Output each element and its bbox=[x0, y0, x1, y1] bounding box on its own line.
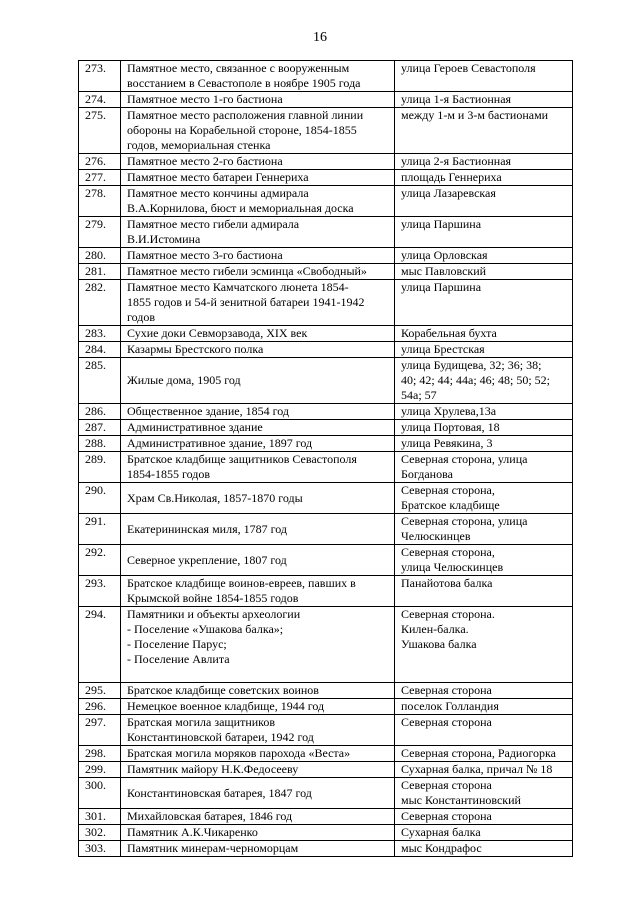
monument-name-line: Памятник минерам-черноморцам bbox=[127, 841, 299, 855]
monument-address-line: улица Паршина bbox=[401, 217, 482, 231]
monument-address bbox=[395, 699, 573, 715]
monument-name-line: восстанием в Севастополе в ноябре 1905 года bbox=[127, 76, 361, 90]
monument-address-line: Северная сторона, bbox=[401, 545, 495, 559]
monument-name-line: Памятное место гибели эсминца «Свободный» bbox=[127, 264, 367, 278]
monument-address bbox=[395, 217, 573, 248]
table-row bbox=[79, 607, 573, 683]
monument-address bbox=[395, 778, 573, 809]
row-number: 281. bbox=[79, 264, 121, 280]
monument-name-line: Константиновской батареи, 1942 год bbox=[127, 730, 314, 744]
monument-address bbox=[395, 280, 573, 326]
monument-address-line: Сухарная балка bbox=[401, 825, 481, 839]
monument-address bbox=[395, 545, 573, 576]
page-number: 16 bbox=[313, 30, 327, 45]
table-row bbox=[79, 404, 573, 420]
monument-address-line: Северная сторона bbox=[401, 809, 492, 823]
monument-address bbox=[395, 746, 573, 762]
monument-name-line: Крымской войне 1854-1855 годов bbox=[127, 591, 299, 605]
monument-address bbox=[395, 483, 573, 514]
monument-address bbox=[395, 841, 573, 857]
monument-address-line: между 1-м и 3-м бастионами bbox=[401, 108, 549, 122]
monument-address bbox=[395, 607, 573, 683]
monument-name bbox=[121, 452, 395, 483]
monument-address-line: Ушакова балка bbox=[401, 637, 477, 651]
monument-address bbox=[395, 420, 573, 436]
monument-name-line: Административное здание, 1897 год bbox=[127, 436, 313, 450]
monument-address-line: Северная сторона, Радиогорка bbox=[401, 746, 556, 760]
row-number: 293. bbox=[79, 576, 121, 607]
monument-name-line: Памятник А.К.Чикаренко bbox=[127, 825, 258, 839]
row-number: 286. bbox=[79, 404, 121, 420]
table-row bbox=[79, 483, 573, 514]
monument-address-line: улица Орловская bbox=[401, 248, 488, 262]
monument-address-line: Панайотова балка bbox=[401, 576, 493, 590]
monument-name bbox=[121, 683, 395, 699]
table-row bbox=[79, 217, 573, 248]
table-row bbox=[79, 825, 573, 841]
monument-name bbox=[121, 715, 395, 746]
row-number: 301. bbox=[79, 809, 121, 825]
monument-name-line: Екатерининская миля, 1787 год bbox=[127, 521, 287, 536]
monument-address bbox=[395, 342, 573, 358]
monument-address-line: Северная сторона bbox=[401, 683, 492, 697]
monument-address-line: Северная сторона. bbox=[401, 607, 495, 621]
table-row bbox=[79, 545, 573, 576]
monument-name-line: Памятники и объекты археологии bbox=[127, 607, 301, 621]
monument-address bbox=[395, 264, 573, 280]
row-number: 280. bbox=[79, 248, 121, 264]
monument-address-line: 40; 42; 44; 44а; 46; 48; 50; 52; bbox=[401, 373, 550, 387]
monument-address-line: поселок Голландия bbox=[401, 699, 499, 713]
monument-address-line: Северная сторона bbox=[401, 715, 492, 729]
monument-name bbox=[121, 809, 395, 825]
table-row bbox=[79, 248, 573, 264]
row-number: 285. bbox=[79, 358, 121, 404]
monument-name-line: Жилые дома, 1905 год bbox=[127, 373, 241, 387]
table-row bbox=[79, 762, 573, 778]
monument-address bbox=[395, 326, 573, 342]
monument-address-line: Килен-балка. bbox=[401, 622, 469, 636]
monuments-table bbox=[78, 60, 573, 857]
monument-address-line: Корабельная бухта bbox=[401, 326, 497, 340]
monument-name-line: - Поселение Парус; bbox=[127, 637, 227, 651]
monument-address-line: 54а; 57 bbox=[401, 388, 437, 402]
monument-name-line: - Поселение «Ушакова балка»; bbox=[127, 622, 284, 636]
monument-name-line: обороны на Корабельной стороне, 1854-1855 bbox=[127, 123, 357, 137]
monument-address-line: улица Портовая, 18 bbox=[401, 420, 500, 434]
table-row bbox=[79, 186, 573, 217]
monument-address-line: улица Паршина bbox=[401, 280, 482, 294]
monument-address bbox=[395, 762, 573, 778]
monument-address-line: мыс Кондрафос bbox=[401, 841, 482, 855]
monument-name-line: Константиновская батарея, 1847 год bbox=[127, 785, 312, 800]
row-number: 283. bbox=[79, 326, 121, 342]
monument-address-line: Братское кладбище bbox=[401, 498, 500, 512]
table-row bbox=[79, 452, 573, 483]
monument-address bbox=[395, 108, 573, 154]
table-row bbox=[79, 683, 573, 699]
monument-address bbox=[395, 514, 573, 545]
monument-address-line: площадь Геннериха bbox=[401, 170, 502, 184]
table-row bbox=[79, 61, 573, 92]
monument-name bbox=[121, 762, 395, 778]
monument-name bbox=[121, 514, 395, 545]
monument-address-line: улица Будищева, 32; 36; 38; bbox=[401, 358, 542, 372]
monument-name-line: Сухие доки Севморзавода, XIX век bbox=[127, 326, 308, 340]
table-row bbox=[79, 280, 573, 326]
monument-name bbox=[121, 92, 395, 108]
monument-address bbox=[395, 358, 573, 404]
monument-name-line: В.А.Корнилова, бюст и мемориальная доска bbox=[127, 201, 354, 215]
monument-name bbox=[121, 186, 395, 217]
row-number: 284. bbox=[79, 342, 121, 358]
monument-address-line: улица Брестская bbox=[401, 342, 485, 356]
monument-name bbox=[121, 825, 395, 841]
monument-address bbox=[395, 248, 573, 264]
monument-name-line: Братское кладбище защитников Севастополя bbox=[127, 452, 357, 466]
monument-name-line: Немецкое военное кладбище, 1944 год bbox=[127, 699, 325, 713]
monument-name-line: Северное укрепление, 1807 год bbox=[127, 552, 287, 567]
monument-address bbox=[395, 825, 573, 841]
monument-name-line: Памятное место кончины адмирала bbox=[127, 186, 309, 200]
row-number: 303. bbox=[79, 841, 121, 857]
monument-name bbox=[121, 607, 395, 683]
row-number: 302. bbox=[79, 825, 121, 841]
table-row bbox=[79, 264, 573, 280]
table-row bbox=[79, 436, 573, 452]
monument-name-line: Михайловская батарея, 1846 год bbox=[127, 809, 293, 823]
monument-name-line: Братское кладбище воинов-евреев, павших в bbox=[127, 576, 356, 590]
monument-name-line: 1854-1855 годов bbox=[127, 467, 211, 481]
table-row bbox=[79, 746, 573, 762]
monument-address-line: улица Лазаревская bbox=[401, 186, 496, 200]
monument-name bbox=[121, 358, 395, 404]
monument-address bbox=[395, 92, 573, 108]
monument-name bbox=[121, 217, 395, 248]
monument-address bbox=[395, 809, 573, 825]
monument-address bbox=[395, 170, 573, 186]
monument-address-line: улица Челюскинцев bbox=[401, 560, 504, 574]
monument-address-line: Челюскинцев bbox=[401, 529, 471, 543]
monument-name bbox=[121, 545, 395, 576]
monument-name bbox=[121, 264, 395, 280]
monument-address bbox=[395, 715, 573, 746]
row-number: 300. bbox=[79, 778, 121, 809]
row-number: 297. bbox=[79, 715, 121, 746]
monument-name-line: Памятное место гибели адмирала bbox=[127, 217, 300, 231]
table-row bbox=[79, 342, 573, 358]
monument-address-line: Сухарная балка, причал № 18 bbox=[401, 762, 553, 776]
monument-address-line: улица Ревякина, 3 bbox=[401, 436, 493, 450]
monument-name bbox=[121, 108, 395, 154]
monument-address bbox=[395, 452, 573, 483]
monument-name-line bbox=[127, 667, 392, 682]
row-number: 273. bbox=[79, 61, 121, 92]
monument-name bbox=[121, 483, 395, 514]
monument-name bbox=[121, 61, 395, 92]
monument-address-line: улица 2-я Бастионная bbox=[401, 154, 512, 168]
monument-name-line: - Поселение Авлита bbox=[127, 652, 230, 666]
monument-name-line: годов bbox=[127, 310, 156, 324]
monument-address-line: Северная сторона, улица bbox=[401, 514, 528, 528]
monument-address bbox=[395, 61, 573, 92]
monument-name-line: годов, мемориальная стенка bbox=[127, 138, 271, 152]
monument-name-line: Храм Св.Николая, 1857-1870 годы bbox=[127, 490, 303, 505]
monument-name-line: Памятное место расположения главной линии bbox=[127, 108, 364, 122]
table-row bbox=[79, 326, 573, 342]
table-row bbox=[79, 778, 573, 809]
row-number: 296. bbox=[79, 699, 121, 715]
monument-name bbox=[121, 326, 395, 342]
row-number: 287. bbox=[79, 420, 121, 436]
table-row bbox=[79, 514, 573, 545]
monument-name-line: Памятное место 3-го бастиона bbox=[127, 248, 283, 262]
row-number: 275. bbox=[79, 108, 121, 154]
monument-name-line: 1855 годов и 54-й зенитной батареи 1941-1942 bbox=[127, 295, 365, 309]
table-row bbox=[79, 420, 573, 436]
monument-address bbox=[395, 436, 573, 452]
monument-name-line: Памятное место батареи Геннериха bbox=[127, 170, 309, 184]
monument-name-line: Памятник майору Н.К.Федосееву bbox=[127, 762, 299, 776]
row-number: 291. bbox=[79, 514, 121, 545]
monument-name-line: Административное здание bbox=[127, 420, 263, 434]
monument-address bbox=[395, 683, 573, 699]
monument-name bbox=[121, 436, 395, 452]
monument-name bbox=[121, 420, 395, 436]
row-number: 278. bbox=[79, 186, 121, 217]
table-row bbox=[79, 92, 573, 108]
monument-name bbox=[121, 699, 395, 715]
monument-name-line: Братская могила защитников bbox=[127, 715, 276, 729]
monument-address-line: мыс Павловский bbox=[401, 264, 487, 278]
table-row bbox=[79, 809, 573, 825]
monuments-table-body bbox=[79, 61, 573, 857]
monument-name-line: Казармы Брестского полка bbox=[127, 342, 264, 356]
row-number: 294. bbox=[79, 607, 121, 683]
monument-address bbox=[395, 404, 573, 420]
row-number: 299. bbox=[79, 762, 121, 778]
monument-name-line: Памятное место 1-го бастиона bbox=[127, 92, 283, 106]
monument-address-line: Богданова bbox=[401, 467, 453, 481]
monument-name bbox=[121, 342, 395, 358]
table-row bbox=[79, 841, 573, 857]
monument-name bbox=[121, 778, 395, 809]
row-number: 290. bbox=[79, 483, 121, 514]
row-number: 276. bbox=[79, 154, 121, 170]
table-row bbox=[79, 699, 573, 715]
monument-address-line: Северная сторона, bbox=[401, 483, 495, 497]
monument-name-line: Братская могила моряков парохода «Веста» bbox=[127, 746, 351, 760]
table-row bbox=[79, 715, 573, 746]
monument-address-line: улица Хрулева,13а bbox=[401, 404, 497, 418]
monument-name bbox=[121, 248, 395, 264]
row-number: 279. bbox=[79, 217, 121, 248]
row-number: 274. bbox=[79, 92, 121, 108]
row-number: 292. bbox=[79, 545, 121, 576]
row-number: 295. bbox=[79, 683, 121, 699]
row-number: 282. bbox=[79, 280, 121, 326]
row-number: 298. bbox=[79, 746, 121, 762]
monument-address-line: улица Героев Севастополя bbox=[401, 61, 536, 75]
row-number: 277. bbox=[79, 170, 121, 186]
table-row bbox=[79, 154, 573, 170]
monument-name bbox=[121, 746, 395, 762]
monument-name bbox=[121, 170, 395, 186]
monument-address-line: мыс Константиновский bbox=[401, 793, 521, 807]
monument-address bbox=[395, 154, 573, 170]
monument-name bbox=[121, 841, 395, 857]
monument-name-line: Памятное место 2-го бастиона bbox=[127, 154, 283, 168]
row-number: 288. bbox=[79, 436, 121, 452]
table-row bbox=[79, 576, 573, 607]
monument-address-line: Северная сторона, улица bbox=[401, 452, 528, 466]
monument-address-line: Северная сторона bbox=[401, 778, 492, 792]
table-row bbox=[79, 170, 573, 186]
monument-name-line: В.И.Истомина bbox=[127, 232, 201, 246]
monument-name-line: Братское кладбище советских воинов bbox=[127, 683, 319, 697]
table-row bbox=[79, 108, 573, 154]
monument-name bbox=[121, 404, 395, 420]
monument-address bbox=[395, 576, 573, 607]
monument-name bbox=[121, 280, 395, 326]
monument-address bbox=[395, 186, 573, 217]
monument-name bbox=[121, 154, 395, 170]
monument-name-line: Памятное место Камчатского люнета 1854- bbox=[127, 280, 349, 294]
monument-name bbox=[121, 576, 395, 607]
monument-address-line: улица 1-я Бастионная bbox=[401, 92, 512, 106]
monument-name-line: Общественное здание, 1854 год bbox=[127, 404, 289, 418]
monument-name-line: Памятное место, связанное с вооруженным bbox=[127, 61, 350, 75]
table-row bbox=[79, 358, 573, 404]
row-number: 289. bbox=[79, 452, 121, 483]
